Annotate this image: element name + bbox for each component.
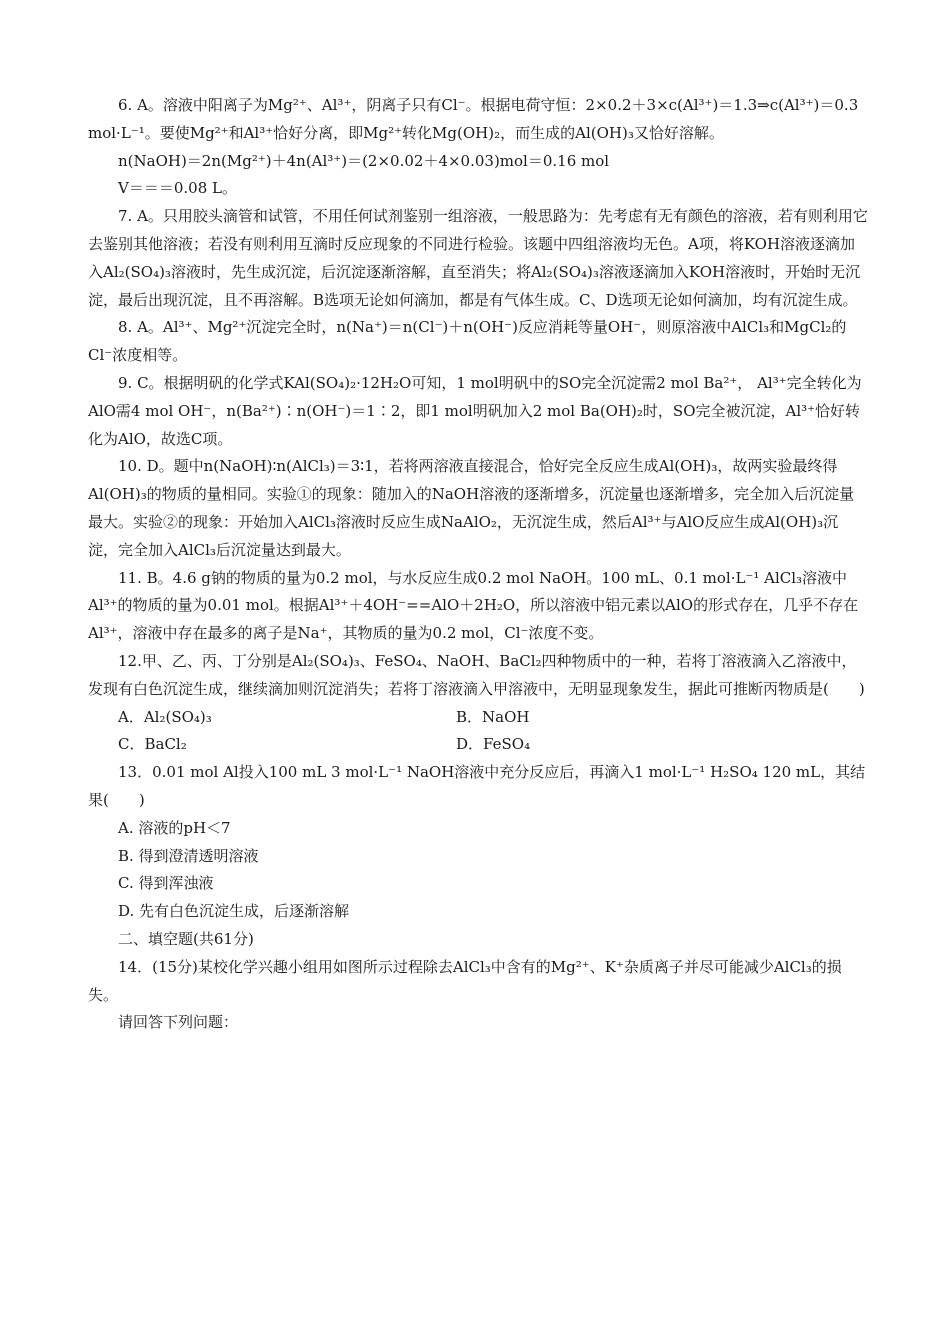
answer-11: 11. B。4.6 g钠的物质的量为0.2 mol，与水反应生成0.2 mol NaOH。100 mL、0.1 mol·L⁻¹ AlCl₃溶液中Al³⁺的物质的量为0.01 mol。根据Al³⁺＋4OH⁻==AlO＋2H₂O，所以溶液中铝元素以AlO的形式存在，几乎不存在Al³⁺，溶液中存在最多的离子是Na⁺，其物质的量为0.2 mol，Cl⁻浓度不变。 <box>88 568 859 643</box>
question-12-options-row-1 <box>88 704 868 732</box>
answer-6-formula-1: n(NaOH)＝2n(Mg²⁺)＋4n(Al³⁺)＝(2×0.02＋4×0.03)mol＝0.16 mol <box>118 151 610 170</box>
question-13: 13．0.01 mol Al投入100 mL 3 mol·L⁻¹ NaOH溶液中充分反应后，再滴入1 mol·L⁻¹ H₂SO₄ 120 mL，其结果( ) <box>88 763 866 809</box>
option-a: A. 溶液的pH＜7 <box>118 818 231 837</box>
section-heading: 二、填空题(共61分) <box>118 929 254 948</box>
question-12-options-row-2 <box>88 731 868 759</box>
question-12: 12.甲、乙、丙、丁分别是Al₂(SO₄)₃、FeSO₄、NaOH、BaCl₂四种物质中的一种，若将丁溶液滴入乙溶液中，发现有白色沉淀生成，继续滴加则沉淀消失；若将丁溶液滴入甲溶液中，无明显现象发生，据此可推断丙物质是( ) <box>88 651 865 698</box>
option-d: D．FeSO₄ <box>456 735 531 754</box>
option-d: D. 先有白色沉淀生成，后逐渐溶解 <box>118 902 350 921</box>
answer-10: 10. D。题中n(NaOH)∶n(AlCl₃)＝3∶1，若将两溶液直接混合，恰好完全反应生成Al(OH)₃，故两实验最终得Al(OH)₃的物质的量相同。实验①的现象：随加入的NaOH溶液的逐渐增多，沉淀量也逐渐增多，完全加入后沉淀量最大。实验②的现象：开始加入AlCl₃溶液时反应生成NaAlO₂，无沉淀生成，然后Al³⁺与AlO反应生成Al(OH)₃沉淀，完全加入AlCl₃后沉淀量达到最大。 <box>88 457 855 559</box>
option-c: C．BaCl₂ <box>118 735 187 754</box>
option-a: A．Al₂(SO₄)₃ <box>118 707 212 726</box>
answer-7: 7. A。只用胶头滴管和试管，不用任何试剂鉴别一组溶液，一般思路为：先考虑有无有颜色的溶液，若有则利用它去鉴别其他溶液；若没有则利用互滴时反应现象的不同进行检验。该题中四组溶液均无色。A项，将KOH溶液逐滴加入Al₂(SO₄)₃溶液时，先生成沉淀，后沉淀逐渐溶解，直至消失；将Al₂(SO₄)₃溶液逐滴加入KOH溶液时，开始时无沉淀，最后出现沉淀，且不再溶解。B选项无论如何滴加，都是有气体生成。C、D选项无论如何滴加，均有沉淀生成。 <box>88 207 868 309</box>
answer-9: 9. C。根据明矾的化学式KAl(SO₄)₂·12H₂O可知，1 mol明矾中的SO完全沉淀需2 mol Ba²⁺， Al³⁺完全转化为AlO需4 mol OH⁻，n(Ba²⁺)∶n(OH⁻)＝1∶2，即1 mol明矾加入2 mol Ba(OH)₂时，SO完全被沉淀，Al³⁺恰好转化为AlO，故选C项。 <box>88 373 862 448</box>
answer-6-formula-2: V＝＝＝0.08 L。 <box>118 179 237 198</box>
option-b: B. 得到澄清透明溶液 <box>118 846 259 865</box>
option-c: C. 得到浑浊液 <box>118 874 214 893</box>
option-b: B．NaOH <box>456 707 530 726</box>
question-14-prompt: 请回答下列问题： <box>118 1013 239 1032</box>
document-page <box>88 92 868 1037</box>
answer-8: 8. A。Al³⁺、Mg²⁺沉淀完全时，n(Na⁺)＝n(Cl⁻)＋n(OH⁻)反应消耗等量OH⁻，则原溶液中AlCl₃和MgCl₂的Cl⁻浓度相等。 <box>88 318 847 365</box>
question-14: 14．(15分)某校化学兴趣小组用如图所示过程除去AlCl₃中含有的Mg²⁺、K⁺杂质离子并尽可能减少AlCl₃的损失。 <box>88 957 842 1004</box>
answer-6: 6. A。溶液中阳离子为Mg²⁺、Al³⁺，阴离子只有Cl⁻。根据电荷守恒：2×0.2＋3×c(Al³⁺)＝1.3⇒c(Al³⁺)＝0.3 mol·L⁻¹。要使Mg²⁺和Al³⁺恰好分离，即Mg²⁺转化Mg(OH)₂，而生成的Al(OH)₃又恰好溶解。 <box>88 96 859 142</box>
